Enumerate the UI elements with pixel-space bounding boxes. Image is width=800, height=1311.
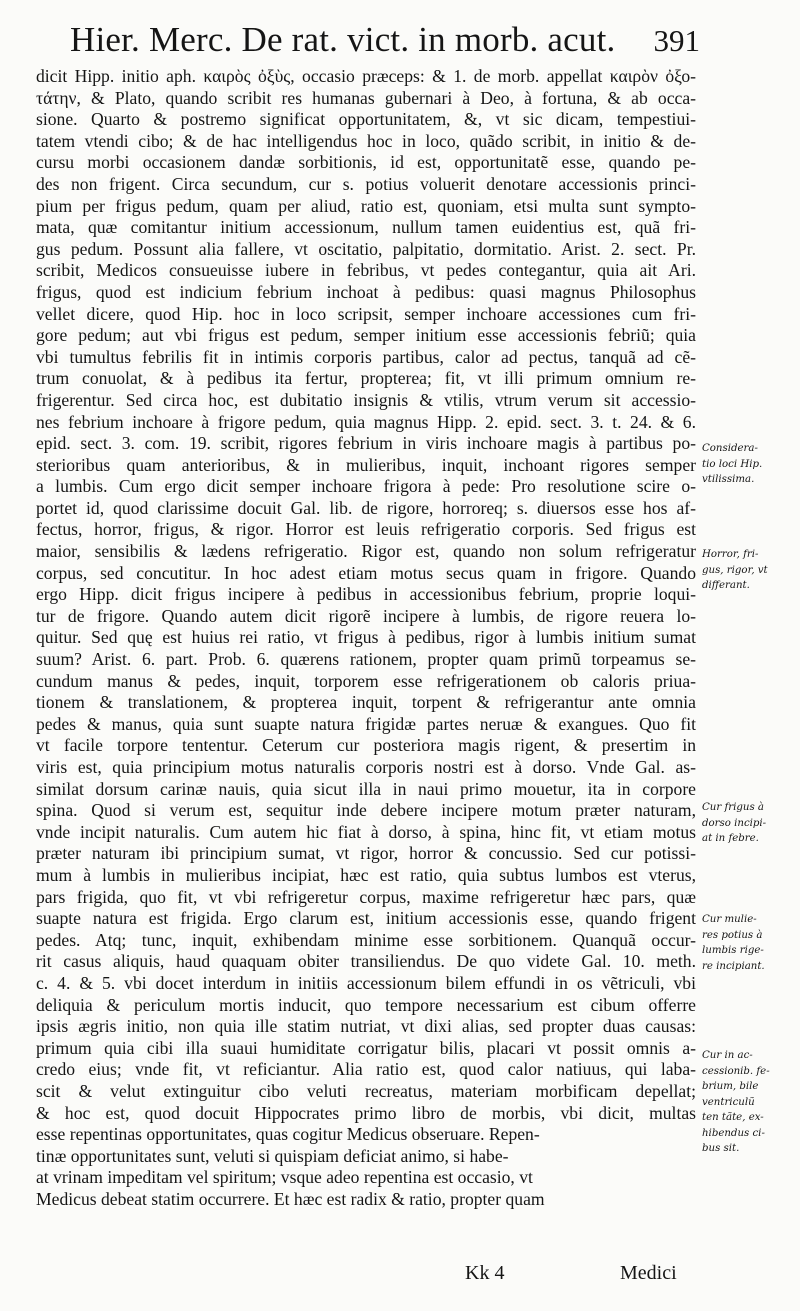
text-line: at vrinam impeditam vel spiritum; vsque adeo repentina est occasio, vt xyxy=(36,1167,533,1188)
text-line: vbi tumultus febrilis fit in intimis corporis partibus, calor ad pectus, tanquã ad cẽ- xyxy=(36,346,696,367)
signature-mark: Kk 4 xyxy=(465,1262,505,1284)
text-line: corpus, sed concutitur. In hoc adest etiam motus secus quam in frigore. Quando xyxy=(36,562,696,583)
text-line: quitur. Sed quę est huius rei ratio, vt frigus à pedibus, rigor à lumbis initium sumat xyxy=(36,627,696,648)
marginal-note-line: Cur frigus à xyxy=(702,802,764,813)
text-line: rit casus aliquis, haud quaquam obiter transiliendus. De quo videte Gal. 10. meth. xyxy=(36,951,696,972)
marginal-note-line: lumbis rige- xyxy=(702,945,764,956)
text-line: pedes & manus, quia sunt suapte natura frigidæ partes neruæ & exangues. Quo fit xyxy=(36,713,696,734)
marginal-note-line: Considera- xyxy=(702,443,758,454)
text-line: pedes. Atq; tunc, inquit, exhibendam minime esse sorbitionem. Quanquã occur- xyxy=(36,929,696,950)
text-line: credo eius; vnde fit, vt reficiantur. Alia ratio est, quod calor natiuus, qui laba- xyxy=(36,1059,696,1080)
text-line: portet id, quod clarissime docuit Gal. lib. de rigore, horroreq; s. diuersos esse hos af- xyxy=(36,497,696,518)
marginal-note-consideratio xyxy=(702,441,794,488)
marginal-note-line: Cur mulie- xyxy=(702,914,757,925)
marginal-note-line: Cur in ac- xyxy=(702,1050,753,1061)
marginal-note-frigus-dorso xyxy=(702,800,794,847)
text-line: & hoc est, quod docuit Hippocrates primo libro de morbis, vbi dicit, multas xyxy=(36,1102,696,1123)
text-line: scribit, Medicos consueuisse iubere in febribus, vt pedes contegantur, quia ait Ari. xyxy=(36,260,696,281)
text-line: præter naturam ibi principium sumat, vt rigor, horror & concussio. Sed cur potissi- xyxy=(36,843,696,864)
text-line: c. 4. & 5. vbi docet interdum in initiis accessionum bilem effundi in os vẽtriculi, vbi xyxy=(36,972,696,993)
text-line: ipsis ægris initio, non quia ille statim nutriat, vt dixi alias, sed propter duas causas: xyxy=(36,1016,696,1037)
marginal-note-line: brium, bile xyxy=(702,1081,759,1092)
text-line: a lumbis. Cum ergo dicit semper inchoare frigora à pede: Pro resolutione scire o- xyxy=(36,476,696,497)
text-line: tionem & translationem, & propterea inquit, torpent & refrigerantur ante omnia xyxy=(36,692,696,713)
text-line: fectus, horror, frigus, & rigor. Horror est leuis refrigeratio corporis. Sed frigus est xyxy=(36,519,696,540)
marginal-note-line: hibendus ci- xyxy=(702,1127,765,1139)
marginal-note-line: Horror, fri- xyxy=(702,549,759,560)
marginal-note-mulieres xyxy=(702,912,794,974)
marginal-note-line: gus, rigor, vt xyxy=(702,564,768,576)
text-line: cundum manus & pedes, inquit, torporem esse refrigerationem ob caloris priua- xyxy=(36,670,696,691)
text-line: trum conuolat, & à pedibus ita fertur, propterea; fit, vt illi primum omnium re- xyxy=(36,368,696,389)
text-line: gore pedum; aut vbi frigus est pedum, semper initium esse accessionis febriũ; quia xyxy=(36,325,696,346)
text-line: nes febrium inchoare à frigore pedum, quia magnus Hipp. 2. epid. sect. 3. t. 24. & 6. xyxy=(36,411,696,432)
text-line: vnde incipit naturalis. Cum autem hic fiat à dorso, à spina, hinc fit, vt etiam motus xyxy=(36,821,696,842)
marginal-note-line: res potius à xyxy=(702,929,763,941)
page-number: 391 xyxy=(653,23,700,58)
text-line: tur de frigore. Quando autem dicit rigorẽ incipere à lumbis, de rigore reuera lo- xyxy=(36,605,696,626)
text-line: sione. Quarto & postremo significat opportunitatem, &, vt sic dicam, tempestiui- xyxy=(36,109,696,130)
text-line: primum quia cibi illa suaui humiditate corrigatur bilis, placari vt possit omnis a- xyxy=(36,1037,696,1058)
marginal-note-horror xyxy=(702,547,794,594)
text-line: tatem vtendi cibo; & de hac intelligendus hoc in loco, quãdo scribit, in initio & de- xyxy=(36,130,696,151)
marginal-note-line: bus sit. xyxy=(702,1143,740,1154)
text-line: deliquia & periculum mortis inducit, quo tempore necessarium est cibum offerre xyxy=(36,994,696,1015)
text-line: pium per frigus pedum, quam per aliud, ratio est, quoniam, etsi multa sunt sympto- xyxy=(36,195,696,216)
text-line: des non frigent. Circa secundum, cur s. potius voluerit denotare accessionis princi- xyxy=(36,173,696,194)
text-line: cursu morbi occasionem dandæ sorbitionis, id est, opportunitatẽ esse, quando pe- xyxy=(36,152,696,173)
text-line: gus pedum. Possunt alia fallere, vt oscitatio, palpitatio, dormitatio. Arist. 2. sect. Pr. xyxy=(36,238,696,259)
text-line: sterioribus quam anterioribus, & in mulieribus, inquit, inchoant rigores semper xyxy=(36,454,696,475)
text-line: viris est, quia principium motus naturalis corporis nostri est à dorso. Vnde Gal. as- xyxy=(36,757,696,777)
marginal-note-line: differant. xyxy=(702,580,750,591)
text-line: similat dorsum carinæ nauis, quia sicut illa in naui primo mouetur, ita in corpore xyxy=(36,778,696,799)
marginal-note-line: tio loci Hip. xyxy=(702,458,763,470)
text-line: esse repentinas opportunitates, quas cogitur Medicus obseruare. Repen- xyxy=(36,1124,540,1145)
text-line: vt facile torpore tententur. Ceterum cur posteriora magis rigent, & presertim in xyxy=(36,735,696,756)
text-line: tinæ opportunitates sunt, veluti si quispiam deficiat animo, si habe- xyxy=(36,1145,509,1166)
text-line: spina. Quod si verum est, sequitur inde debere incipere motum præter naturam, xyxy=(36,800,696,821)
text-line: frigus, quod est indicium febrium inchoat à pedibus: quasi magnus Philosophus xyxy=(36,281,696,302)
text-line: Medicus debeat statim occurrere. Et hæc est radix & ratio, propter quam xyxy=(36,1188,545,1209)
catchword: Medici xyxy=(620,1262,677,1284)
marginal-note-line: cessionib. fe- xyxy=(702,1065,770,1077)
running-head xyxy=(70,20,700,68)
marginal-note-line: vtilissima. xyxy=(702,474,755,485)
marginal-note-line: ten tãte, ex- xyxy=(702,1112,764,1123)
running-head-title: Hier. Merc. De rat. vict. in morb. acut. xyxy=(70,20,616,59)
text-line: dicit Hipp. initio aph. καιρὸς ὀξὺς, occasio præceps: & 1. de morb. appellat καιρὸν ὀξο- xyxy=(36,66,696,86)
marginal-note-line: re incipiant. xyxy=(702,960,765,972)
marginal-note-line: ventriculũ xyxy=(702,1096,755,1108)
text-line: mum à lumbis in mulieribus incipiat, hæc est ratio, quia subtus lumbos est vterus, xyxy=(36,864,696,885)
text-line: scit & velut extinguitur cibo veluti recreatus, materiam morbificam depellat; xyxy=(36,1080,696,1101)
text-line: ergo Hipp. dicit frigus incipere à pedibus in accessionibus febrium, proprie loqui- xyxy=(36,584,696,605)
marginal-note-line: dorso incipi- xyxy=(702,817,767,829)
main-text-block xyxy=(36,66,698,1210)
marginal-note-cibus xyxy=(702,1048,794,1157)
text-line: vellet dicere, quod Hip. hoc in loco scripsit, semper inchoare accessiones cum fri- xyxy=(36,303,696,324)
text-line: maior, sensibilis & lædens refrigeratio. Rigor est, quando non solum refrigeratur xyxy=(36,541,696,562)
text-line: suum? Arist. 6. part. Prob. 6. quærens rationem, propter quam primũ torpeamus se- xyxy=(36,649,696,670)
text-line: suapte natura est frigida. Ergo clarum est, initium accessionis esse, quando frigent xyxy=(36,908,696,929)
text-line: τάτην, & Plato, quando scribit res humanas gubernari à Deo, à fortuna, & ab occa- xyxy=(36,87,696,108)
text-line: mata, quæ comitantur initium accessionum, nullum tamen euidentius est, quã fri- xyxy=(36,217,696,238)
marginal-note-line: at in febre. xyxy=(702,833,759,844)
text-line: frigerentur. Sed circa hoc, est dubitatio insignis & vtilis, vtrum verum sit accessio- xyxy=(36,389,696,410)
text-line: pars frigida, quo fit, vt vbi refrigeretur corpus, maxime refrigeretur hæc pars, quæ xyxy=(36,886,696,907)
text-line: epid. sect. 3. com. 19. scribit, rigores febrium in viris inchoare magis à partibus po- xyxy=(36,433,696,454)
